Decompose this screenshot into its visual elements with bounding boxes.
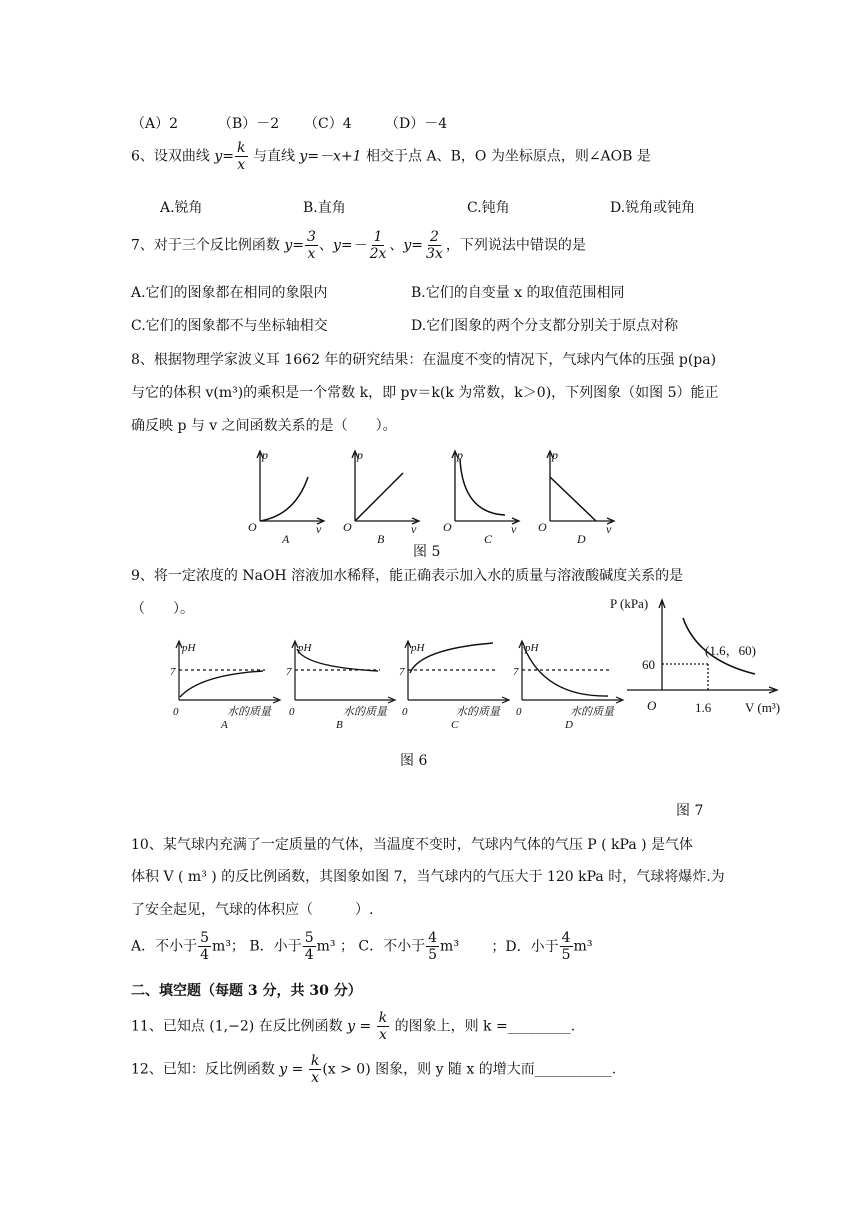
fig7-ylabel: P (kPa): [610, 596, 649, 611]
question-7: [131, 229, 586, 262]
q10-opt-d-num: 4: [561, 930, 571, 946]
q12-prefix: 12、已知：反比例函数: [131, 1061, 275, 1078]
ph-graph-c-ref: 7: [399, 666, 405, 678]
ph-graph-a-label: A: [221, 719, 228, 730]
q12-lhs: y =: [279, 1061, 304, 1078]
q8-line-3: 确反映 p 与 v 之间函数关系的是（ ）。: [131, 418, 397, 434]
q7-option-d: D.它们图象的两个分支都分别关于原点对称: [411, 318, 679, 334]
graph-c-origin: O: [443, 520, 452, 534]
ph-graph-a-origin: 0: [173, 706, 179, 718]
figure-5-label: 图 5: [413, 544, 441, 560]
q10-opt-c-pre: C．不小于: [358, 938, 426, 955]
ph-graph-d-origin: 0: [516, 706, 522, 718]
q11-lhs: y =: [347, 1018, 372, 1035]
q6-fraction: [235, 140, 247, 173]
q12-suffix: 图象，则 y 随 x 的增大而___________.: [375, 1061, 617, 1078]
q10-opt-a-unit: m³；: [212, 938, 245, 955]
ph-graph-a-ref: 7: [170, 666, 176, 678]
q6-option-d: D.锐角或钝角: [610, 200, 696, 216]
q11-den: x: [378, 1027, 387, 1044]
q7-suffix: ，下列说法中错误的是: [445, 237, 586, 254]
ph-graph-c-ylabel: pH: [411, 642, 425, 654]
figure-6-label: 图 6: [400, 753, 428, 769]
q6-den: x: [237, 157, 246, 174]
figure-7-label: 图 7: [676, 803, 704, 819]
q5-option-d: （D）－4: [385, 116, 448, 132]
q10-options: [131, 930, 592, 963]
figure-6-graphs: [165, 635, 630, 730]
q10-opt-b-fraction: [303, 930, 316, 963]
question-12: [131, 1053, 616, 1086]
fig7-point-label: (1.6，60): [705, 643, 756, 658]
ph-graph-a-xlabel: 水的质量: [227, 706, 271, 718]
q7-prefix: 7、对于三个反比例函数: [131, 237, 280, 254]
q7-f1-fraction: [305, 229, 318, 262]
q7-f3-lhs: y=: [403, 237, 424, 254]
ph-graph-c-origin: 0: [402, 706, 408, 718]
q9-line-1: 9、将一定浓度的 NaOH 溶液加水稀释，能正确表示加入水的质量与溶液酸碱度关系的是: [131, 568, 684, 584]
graph-d-line: [550, 477, 596, 521]
q6-option-a: A.锐角: [160, 200, 203, 216]
ph-graph-d-label: D: [565, 719, 573, 730]
q6-option-b: B.直角: [303, 200, 346, 216]
graph-a-label: A: [282, 532, 290, 545]
ph-graph-b-ylabel: pH: [298, 642, 312, 654]
q10-opt-c-fraction: [426, 930, 439, 963]
fig7-xlabel: V (m³): [745, 700, 781, 715]
q7-f1-num: 3: [307, 229, 316, 245]
ph-graph-a-ylabel: pH: [182, 642, 196, 654]
q7-f2-fraction: [368, 229, 389, 262]
graph-b-ylabel: p: [357, 448, 363, 462]
graph-a-ylabel: p: [262, 448, 268, 462]
ph-graph-b-ref: 7: [286, 666, 292, 678]
q10-opt-a-pre: A．不小于: [131, 938, 198, 955]
q11-mid: 在反比例函数: [258, 1018, 343, 1035]
graph-b-xlabel: v: [411, 522, 417, 536]
figure-7-graph: [605, 590, 805, 720]
q11-prefix: 11、已知点: [131, 1018, 205, 1035]
q7-f1-lhs: y=: [284, 237, 305, 254]
q11-suffix: 的图象上，则 k =_________.: [394, 1018, 576, 1035]
q10-opt-d-pre: ；D．小于: [491, 938, 559, 955]
q7-sep2: 、: [389, 237, 404, 254]
ph-graph-b-label: B: [336, 719, 343, 730]
q10-opt-b-pre: B．小于: [249, 938, 302, 955]
graph-d-xlabel: v: [606, 522, 612, 536]
q7-sep1: 、: [318, 237, 333, 254]
q6-prefix: 6、设双曲线: [131, 148, 210, 165]
q7-option-a: A.它们的图象都在相同的象限内: [131, 285, 328, 301]
q7-f3-num: 2: [429, 229, 439, 245]
q10-opt-c-den: 5: [428, 947, 438, 964]
section-2-heading: 二、填空题（每题 3 分，共 30 分）: [131, 983, 362, 999]
q10-line-1: 10、某气球内充满了一定质量的气体，当温度不变时，气球内气体的气压 P ( kPa ) 是气体: [131, 837, 694, 853]
q7-option-c: C.它们的图象都不与坐标轴相交: [131, 318, 328, 334]
ph-graph-c-xlabel: 水的质量: [456, 706, 500, 718]
q10-opt-a-den: 4: [200, 947, 210, 964]
fig7-x-tick: 1.6: [695, 700, 712, 715]
q5-option-b: （B）－2: [218, 116, 280, 132]
q8-line-1: 8、根据物理学家波义耳 1662 年的研究结果：在温度不变的情况下，气球内气体的压强 p(pa): [131, 352, 717, 368]
q7-f2-num: 1: [373, 229, 383, 245]
ph-graph-d-xlabel: 水的质量: [570, 706, 614, 718]
q5-option-a: （A）2: [131, 116, 179, 132]
q7-f3-fraction: [424, 229, 445, 262]
graph-d-origin: O: [538, 520, 547, 534]
figure-5-graphs: [240, 445, 640, 545]
question-6: [131, 140, 651, 173]
graph-b-label: B: [377, 532, 385, 545]
q10-opt-d-unit: m³: [573, 938, 593, 955]
q10-opt-c-num: 4: [428, 930, 438, 946]
ph-graph-c-label: C: [451, 719, 459, 730]
q6-line-eq: y=－x+1: [299, 148, 362, 165]
q10-line-3: 了安全起见，气球的体积应（ ）.: [131, 902, 374, 918]
q10-opt-a-num: 5: [200, 930, 210, 946]
ph-graph-d-ref: 7: [513, 666, 519, 678]
q12-cond: (x > 0): [322, 1061, 371, 1078]
q6-option-c: C.钝角: [467, 200, 510, 216]
graph-a-xlabel: v: [316, 522, 322, 536]
q7-f1-den: x: [307, 246, 316, 263]
graph-c-curve: [460, 459, 505, 515]
q8-line-2: 与它的体积 v(m³)的乘积是一个常数 k，即 pv＝k(k 为常数，k＞0)，下列图象（如图 5）能正: [131, 385, 719, 401]
fig7-y-tick: 60: [642, 657, 655, 672]
graph-c-xlabel: v: [511, 522, 517, 536]
graph-d-label: D: [577, 532, 586, 545]
ph-graph-d-ylabel: pH: [525, 642, 539, 654]
q12-num: k: [310, 1053, 320, 1069]
ph-graph-b-origin: 0: [289, 706, 295, 718]
q7-f3-den: 3x: [426, 246, 443, 263]
q6-suffix: 相交于点 A、B，O 为坐标原点，则∠AOB 是: [366, 148, 651, 165]
graph-b-origin: O: [343, 520, 352, 534]
q11-point: (1,−2): [209, 1018, 255, 1035]
q12-fraction: [309, 1053, 321, 1086]
q6-func-lhs: y=: [214, 148, 235, 165]
q10-opt-c-unit: m³: [440, 938, 459, 955]
q10-opt-a-fraction: [198, 930, 211, 963]
fig7-origin: O: [647, 698, 657, 713]
q6-mid: 与直线: [252, 148, 295, 165]
q10-opt-b-num: 5: [304, 930, 314, 946]
q10-opt-b-den: 4: [304, 947, 314, 964]
q11-num: k: [378, 1010, 388, 1026]
q9-line-2: （ ）。: [131, 601, 194, 617]
graph-a-origin: O: [248, 520, 257, 534]
q10-opt-b-unit: m³ ；: [316, 938, 354, 955]
q10-opt-d-fraction: [560, 930, 573, 963]
graph-d-ylabel: p: [552, 448, 558, 462]
q10-line-2: 体积 V ( m³ ) 的反比例函数，其图象如图 7，当气球内的气压大于 120 kPa 时，气球将爆炸.为: [131, 869, 725, 885]
question-11: [131, 1010, 575, 1043]
q11-fraction: [377, 1010, 389, 1043]
q7-option-b: B.它们的自变量 x 的取值范围相同: [411, 285, 625, 301]
ph-graph-b-xlabel: 水的质量: [343, 706, 387, 718]
q6-num: k: [237, 140, 246, 156]
q5-option-c: （C）4: [304, 116, 352, 132]
graph-a-curve: [260, 477, 308, 521]
q12-den: x: [311, 1070, 320, 1087]
q7-f2-lhs: y=－: [332, 237, 367, 254]
q7-f2-den: 2x: [369, 246, 387, 263]
q10-opt-d-den: 5: [561, 947, 571, 964]
graph-c-label: C: [484, 532, 493, 545]
graph-b-line: [355, 473, 403, 521]
graph-c-ylabel: p: [457, 448, 463, 462]
